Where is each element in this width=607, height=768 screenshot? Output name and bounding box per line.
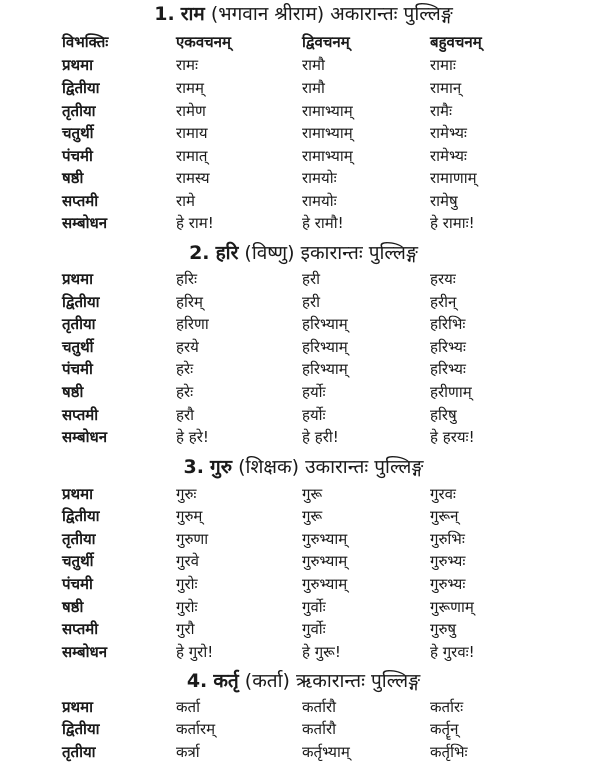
case-label: षष्ठी (62, 383, 84, 401)
singular-form: रामम् (176, 79, 204, 97)
singular-form: रामाय (176, 124, 208, 142)
plural-form: गुरवः (430, 485, 456, 503)
dual-form: हरिभ्याम् (302, 338, 348, 356)
dual-form: कर्तृभ्याम् (302, 743, 350, 761)
plural-form: रामाः (430, 56, 456, 74)
singular-form: गुरोः (176, 598, 198, 616)
table-row (0, 641, 607, 663)
section-meaning: (विष्णु) (244, 242, 295, 264)
singular-form: रामात् (176, 147, 208, 165)
header-vibhakti: विभक्तिः (62, 33, 109, 51)
table-row (0, 573, 607, 595)
plural-form: हरीन् (430, 293, 457, 311)
plural-form: गुरून् (430, 507, 459, 525)
section-number: 4. (186, 670, 208, 692)
table-row (0, 336, 607, 358)
column-header-row (0, 31, 607, 53)
header-dvivachan: द्विवचनम् (302, 33, 350, 51)
section-meaning: (भगवान श्रीराम) (210, 3, 325, 25)
table-row (0, 313, 607, 335)
dual-form: हरिभ्याम् (302, 315, 348, 333)
plural-form: हरिभ्यः (430, 360, 466, 378)
case-label: प्रथमा (62, 270, 93, 288)
plural-form: हे हरयः! (430, 428, 475, 446)
dual-form: हर्योः (302, 406, 326, 424)
singular-form: गुरोः (176, 575, 198, 593)
section-type: अकारान्तः पुल्लिङ्ग (330, 3, 453, 25)
dual-form: गुरू (302, 485, 323, 503)
singular-form: हरिम् (176, 293, 203, 311)
table-row (0, 404, 607, 426)
singular-form: हरिः (176, 270, 198, 288)
dual-form: कर्तारौ (302, 698, 336, 716)
case-label: द्वितीया (62, 507, 100, 525)
section-number: 2. (189, 242, 210, 264)
plural-form: रामान् (430, 79, 462, 97)
case-label: सप्तमी (62, 620, 99, 638)
dual-form: गुर्वोः (302, 620, 326, 638)
table-row (0, 550, 607, 572)
dual-form: रामाभ्याम् (302, 102, 353, 120)
plural-form: गुरुभिः (430, 530, 465, 548)
section-title-kartri (0, 668, 607, 694)
case-label: षष्ठी (62, 598, 84, 616)
table-row (0, 167, 607, 189)
header-bahuvachan: बहुवचनम् (430, 33, 482, 51)
plural-form: रामाणाम् (430, 169, 477, 187)
case-label: प्रथमा (62, 485, 93, 503)
case-label: सम्बोधन (62, 214, 108, 232)
table-row (0, 741, 607, 763)
plural-form: रामेषु (430, 192, 458, 210)
section-type: इकारान्तः पुल्लिङ्ग (300, 242, 418, 264)
case-label: तृतीया (62, 530, 96, 548)
dual-form: हे हरी! (302, 428, 339, 446)
case-label: पंचमी (62, 360, 93, 378)
case-label: चतुर्थी (62, 552, 94, 570)
table-row (0, 212, 607, 234)
table-row (0, 596, 607, 618)
section-word: गुरु (210, 456, 233, 478)
dual-form: गुरुभ्याम् (302, 552, 348, 570)
plural-form: रामेभ्यः (430, 147, 467, 165)
table-row (0, 100, 607, 122)
section-number: 3. (183, 456, 204, 478)
singular-form: हरिणा (176, 315, 209, 333)
dual-form: हरिभ्याम् (302, 360, 348, 378)
case-label: सम्बोधन (62, 428, 108, 446)
table-row (0, 696, 607, 718)
plural-form: रामैः (430, 102, 453, 120)
singular-form: हरेः (176, 383, 194, 401)
dual-form: हर्योः (302, 383, 326, 401)
dual-form: रामाभ्याम् (302, 147, 353, 165)
section-word: हरि (215, 242, 239, 264)
singular-form: रामस्य (176, 169, 210, 187)
dual-form: रामयोः (302, 192, 337, 210)
case-label: तृतीया (62, 743, 96, 761)
plural-form: गुरुभ्यः (430, 575, 466, 593)
case-label: सप्तमी (62, 192, 99, 210)
singular-form: गुरौ (176, 620, 195, 638)
table-row (0, 145, 607, 167)
plural-form: कर्तारः (430, 698, 464, 716)
case-label: पंचमी (62, 147, 93, 165)
case-label: चतुर्थी (62, 124, 94, 142)
singular-form: रामः (176, 56, 199, 74)
case-label: सप्तमी (62, 406, 99, 424)
singular-form: हे गुरो! (176, 643, 214, 661)
table-row (0, 618, 607, 640)
singular-form: गुरवे (176, 552, 199, 570)
plural-form: हरयः (430, 270, 456, 288)
table-row (0, 718, 607, 740)
table-row (0, 358, 607, 380)
dual-form: गुरुभ्याम् (302, 530, 348, 548)
plural-form: हरिभ्यः (430, 338, 466, 356)
plural-form: कर्तॄन् (430, 720, 459, 738)
section-type: ऋकारान्तः पुल्लिङ्ग (296, 670, 421, 692)
singular-form: कर्तारम् (176, 720, 216, 738)
table-row (0, 381, 607, 403)
case-label: प्रथमा (62, 698, 93, 716)
dual-form: हे रामौ! (302, 214, 344, 232)
table-row (0, 528, 607, 550)
dual-form: हे गुरू! (302, 643, 341, 661)
singular-form: रामेण (176, 102, 206, 120)
plural-form: हरिषु (430, 406, 457, 424)
dual-form: गुरुभ्याम् (302, 575, 348, 593)
singular-form: गुरुणा (176, 530, 209, 548)
section-number: 1. (154, 3, 175, 25)
singular-form: हरौ (176, 406, 194, 424)
case-label: पंचमी (62, 575, 93, 593)
singular-form: गुरुम् (176, 507, 203, 525)
plural-form: रामेभ्यः (430, 124, 467, 142)
section-type: उकारान्तः पुल्लिङ्ग (305, 456, 424, 478)
dual-form: हरी (302, 293, 320, 311)
singular-form: हरये (176, 338, 199, 356)
plural-form: गुरुषु (430, 620, 457, 638)
section-word: कर्तृ (213, 670, 239, 692)
singular-form: रामे (176, 192, 195, 210)
table-row (0, 505, 607, 527)
singular-form: कर्ता (176, 698, 200, 716)
plural-form: गुरूणाम् (430, 598, 474, 616)
dual-form: गुर्वोः (302, 598, 326, 616)
case-label: द्वितीया (62, 720, 100, 738)
table-row (0, 426, 607, 448)
case-label: तृतीया (62, 102, 96, 120)
plural-form: हे गुरवः! (430, 643, 475, 661)
header-ekavachan: एकवचनम् (176, 33, 231, 51)
section-meaning: (कर्ता) (244, 670, 290, 692)
case-label: तृतीया (62, 315, 96, 333)
case-label: प्रथमा (62, 56, 93, 74)
case-label: षष्ठी (62, 169, 84, 187)
dual-form: कर्तारौ (302, 720, 336, 738)
case-label: द्वितीया (62, 79, 100, 97)
plural-form: हरीणाम् (430, 383, 472, 401)
section-title-guru (0, 454, 607, 480)
dual-form: रामाभ्याम् (302, 124, 353, 142)
case-label: चतुर्थी (62, 338, 94, 356)
table-row (0, 190, 607, 212)
plural-form: कर्तृभिः (430, 743, 468, 761)
table-row (0, 122, 607, 144)
table-row (0, 77, 607, 99)
dual-form: रामयोः (302, 169, 337, 187)
plural-form: हे रामाः! (430, 214, 475, 232)
section-title-hari (0, 240, 607, 266)
singular-form: कर्त्रा (176, 743, 200, 761)
table-row (0, 54, 607, 76)
case-label: सम्बोधन (62, 643, 108, 661)
singular-form: हे हरे! (176, 428, 209, 446)
plural-form: गुरुभ्यः (430, 552, 466, 570)
singular-form: हे राम! (176, 214, 214, 232)
singular-form: हरेः (176, 360, 194, 378)
dual-form: गुरू (302, 507, 323, 525)
table-row (0, 268, 607, 290)
table-row (0, 291, 607, 313)
section-title-ram (0, 1, 607, 27)
section-meaning: (शिक्षक) (238, 456, 300, 478)
case-label: द्वितीया (62, 293, 100, 311)
singular-form: गुरुः (176, 485, 197, 503)
section-word: राम (180, 3, 205, 25)
dual-form: रामौ (302, 79, 325, 97)
dual-form: हरी (302, 270, 320, 288)
plural-form: हरिभिः (430, 315, 466, 333)
table-row (0, 483, 607, 505)
dual-form: रामौ (302, 56, 325, 74)
